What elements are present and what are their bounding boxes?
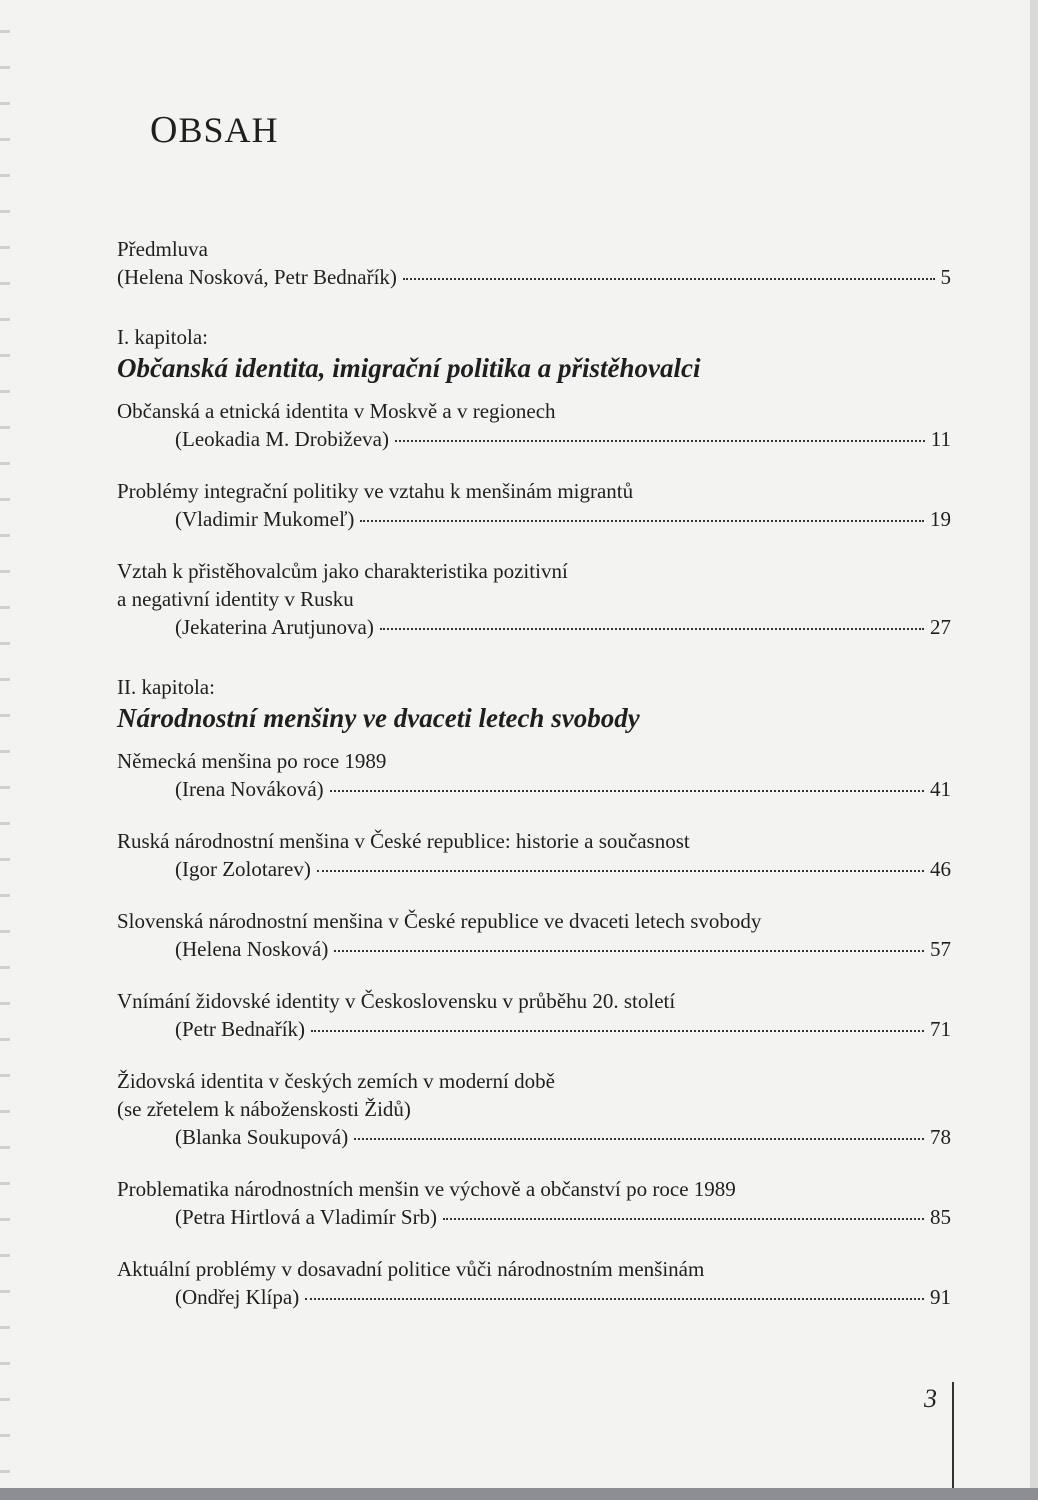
entry-authors: (Leokadia M. Drobiževa) <box>175 427 389 451</box>
entry-page: 78 <box>930 1125 951 1149</box>
dot-leader <box>330 790 924 792</box>
toc-entry <box>117 397 951 453</box>
entry-authors: (Irena Nováková) <box>175 777 324 801</box>
entry-page: 27 <box>930 615 951 639</box>
entry-page: 57 <box>930 937 951 961</box>
entry-title: Aktuální problémy v dosavadní politice vůči národnostním menšinám <box>117 1257 705 1281</box>
entry-page: 91 <box>930 1285 951 1309</box>
dot-leader <box>403 278 935 280</box>
toc-entry <box>117 907 951 963</box>
toc-entry <box>117 557 951 641</box>
chapter1-heading: Občanská identita, imigrační politika a přistěhovalci <box>117 353 701 383</box>
dot-leader <box>395 440 925 442</box>
preface-authors-line <box>117 263 951 291</box>
preface-page: 5 <box>940 265 951 289</box>
preface-authors: (Helena Nosková, Petr Bednařík) <box>117 265 397 289</box>
entry-title-continued: a negativní identity v Rusku <box>117 587 354 611</box>
toc-entry <box>117 747 951 803</box>
entry-page: 71 <box>930 1017 951 1041</box>
dot-leader <box>311 1030 924 1032</box>
chapter2-label: II. kapitola: <box>117 675 215 699</box>
entry-title: Občanská a etnická identita v Moskvě a v regionech <box>117 399 556 423</box>
binding-edge <box>0 0 10 1488</box>
dot-leader <box>380 628 924 630</box>
entry-authors: (Jekaterina Arutjunova) <box>175 615 374 639</box>
page-number: 3 <box>924 1384 937 1413</box>
entry-authors: (Petr Bednařík) <box>175 1017 306 1041</box>
dot-leader <box>334 950 924 952</box>
chapter2-heading: Národnostní menšiny ve dvaceti letech svobody <box>117 703 640 733</box>
preface-title: Předmluva <box>117 237 208 261</box>
toc-entry <box>117 1067 951 1151</box>
toc-entry <box>117 827 951 883</box>
entry-page: 85 <box>930 1205 951 1229</box>
toc-entry <box>117 1255 951 1311</box>
entry-page: 19 <box>930 507 951 531</box>
dot-leader <box>354 1138 924 1140</box>
page-title: OBSAH <box>150 109 279 151</box>
toc-entry <box>117 1175 951 1231</box>
entry-title: Slovenská národnostní menšina v České republice ve dvaceti letech svobody <box>117 909 762 933</box>
dot-leader <box>317 870 924 872</box>
entry-title: Vnímání židovské identity v Československu v průběhu 20. století <box>117 989 676 1013</box>
entry-page: 46 <box>930 857 951 881</box>
scan-edge <box>0 1488 1038 1500</box>
entry-authors: (Petra Hirtlová a Vladimír Srb) <box>175 1205 438 1229</box>
entry-authors: (Ondřej Klípa) <box>175 1285 300 1309</box>
entry-title-continued: (se zřetelem k náboženskosti Židů) <box>117 1097 411 1121</box>
folio-rule <box>952 1382 954 1488</box>
entry-page: 11 <box>930 427 951 451</box>
entry-authors: (Vladimir Mukomeľ) <box>175 507 355 531</box>
toc-entry <box>117 987 951 1043</box>
entry-title: Vztah k přistěhovalcům jako charakteristika pozitivní <box>117 559 568 583</box>
entry-authors: (Helena Nosková) <box>175 937 329 961</box>
entry-title: Ruská národnostní menšina v České republice: historie a současnost <box>117 829 690 853</box>
entry-authors: (Igor Zolotarev) <box>175 857 311 881</box>
dot-leader <box>305 1298 924 1300</box>
entry-page: 41 <box>930 777 951 801</box>
entry-authors: (Blanka Soukupová) <box>175 1125 349 1149</box>
entry-title: Problémy integrační politiky ve vztahu k menšinám migrantů <box>117 479 634 503</box>
entry-title: Židovská identita v českých zemích v moderní době <box>117 1069 555 1093</box>
toc-entry <box>117 477 951 533</box>
entry-title: Německá menšina po roce 1989 <box>117 749 387 773</box>
dot-leader <box>360 520 924 522</box>
entry-title: Problematika národnostních menšin ve výchově a občanství po roce 1989 <box>117 1177 736 1201</box>
table-of-contents <box>117 235 951 1311</box>
chapter1-label: I. kapitola: <box>117 325 208 349</box>
dot-leader <box>443 1218 924 1220</box>
